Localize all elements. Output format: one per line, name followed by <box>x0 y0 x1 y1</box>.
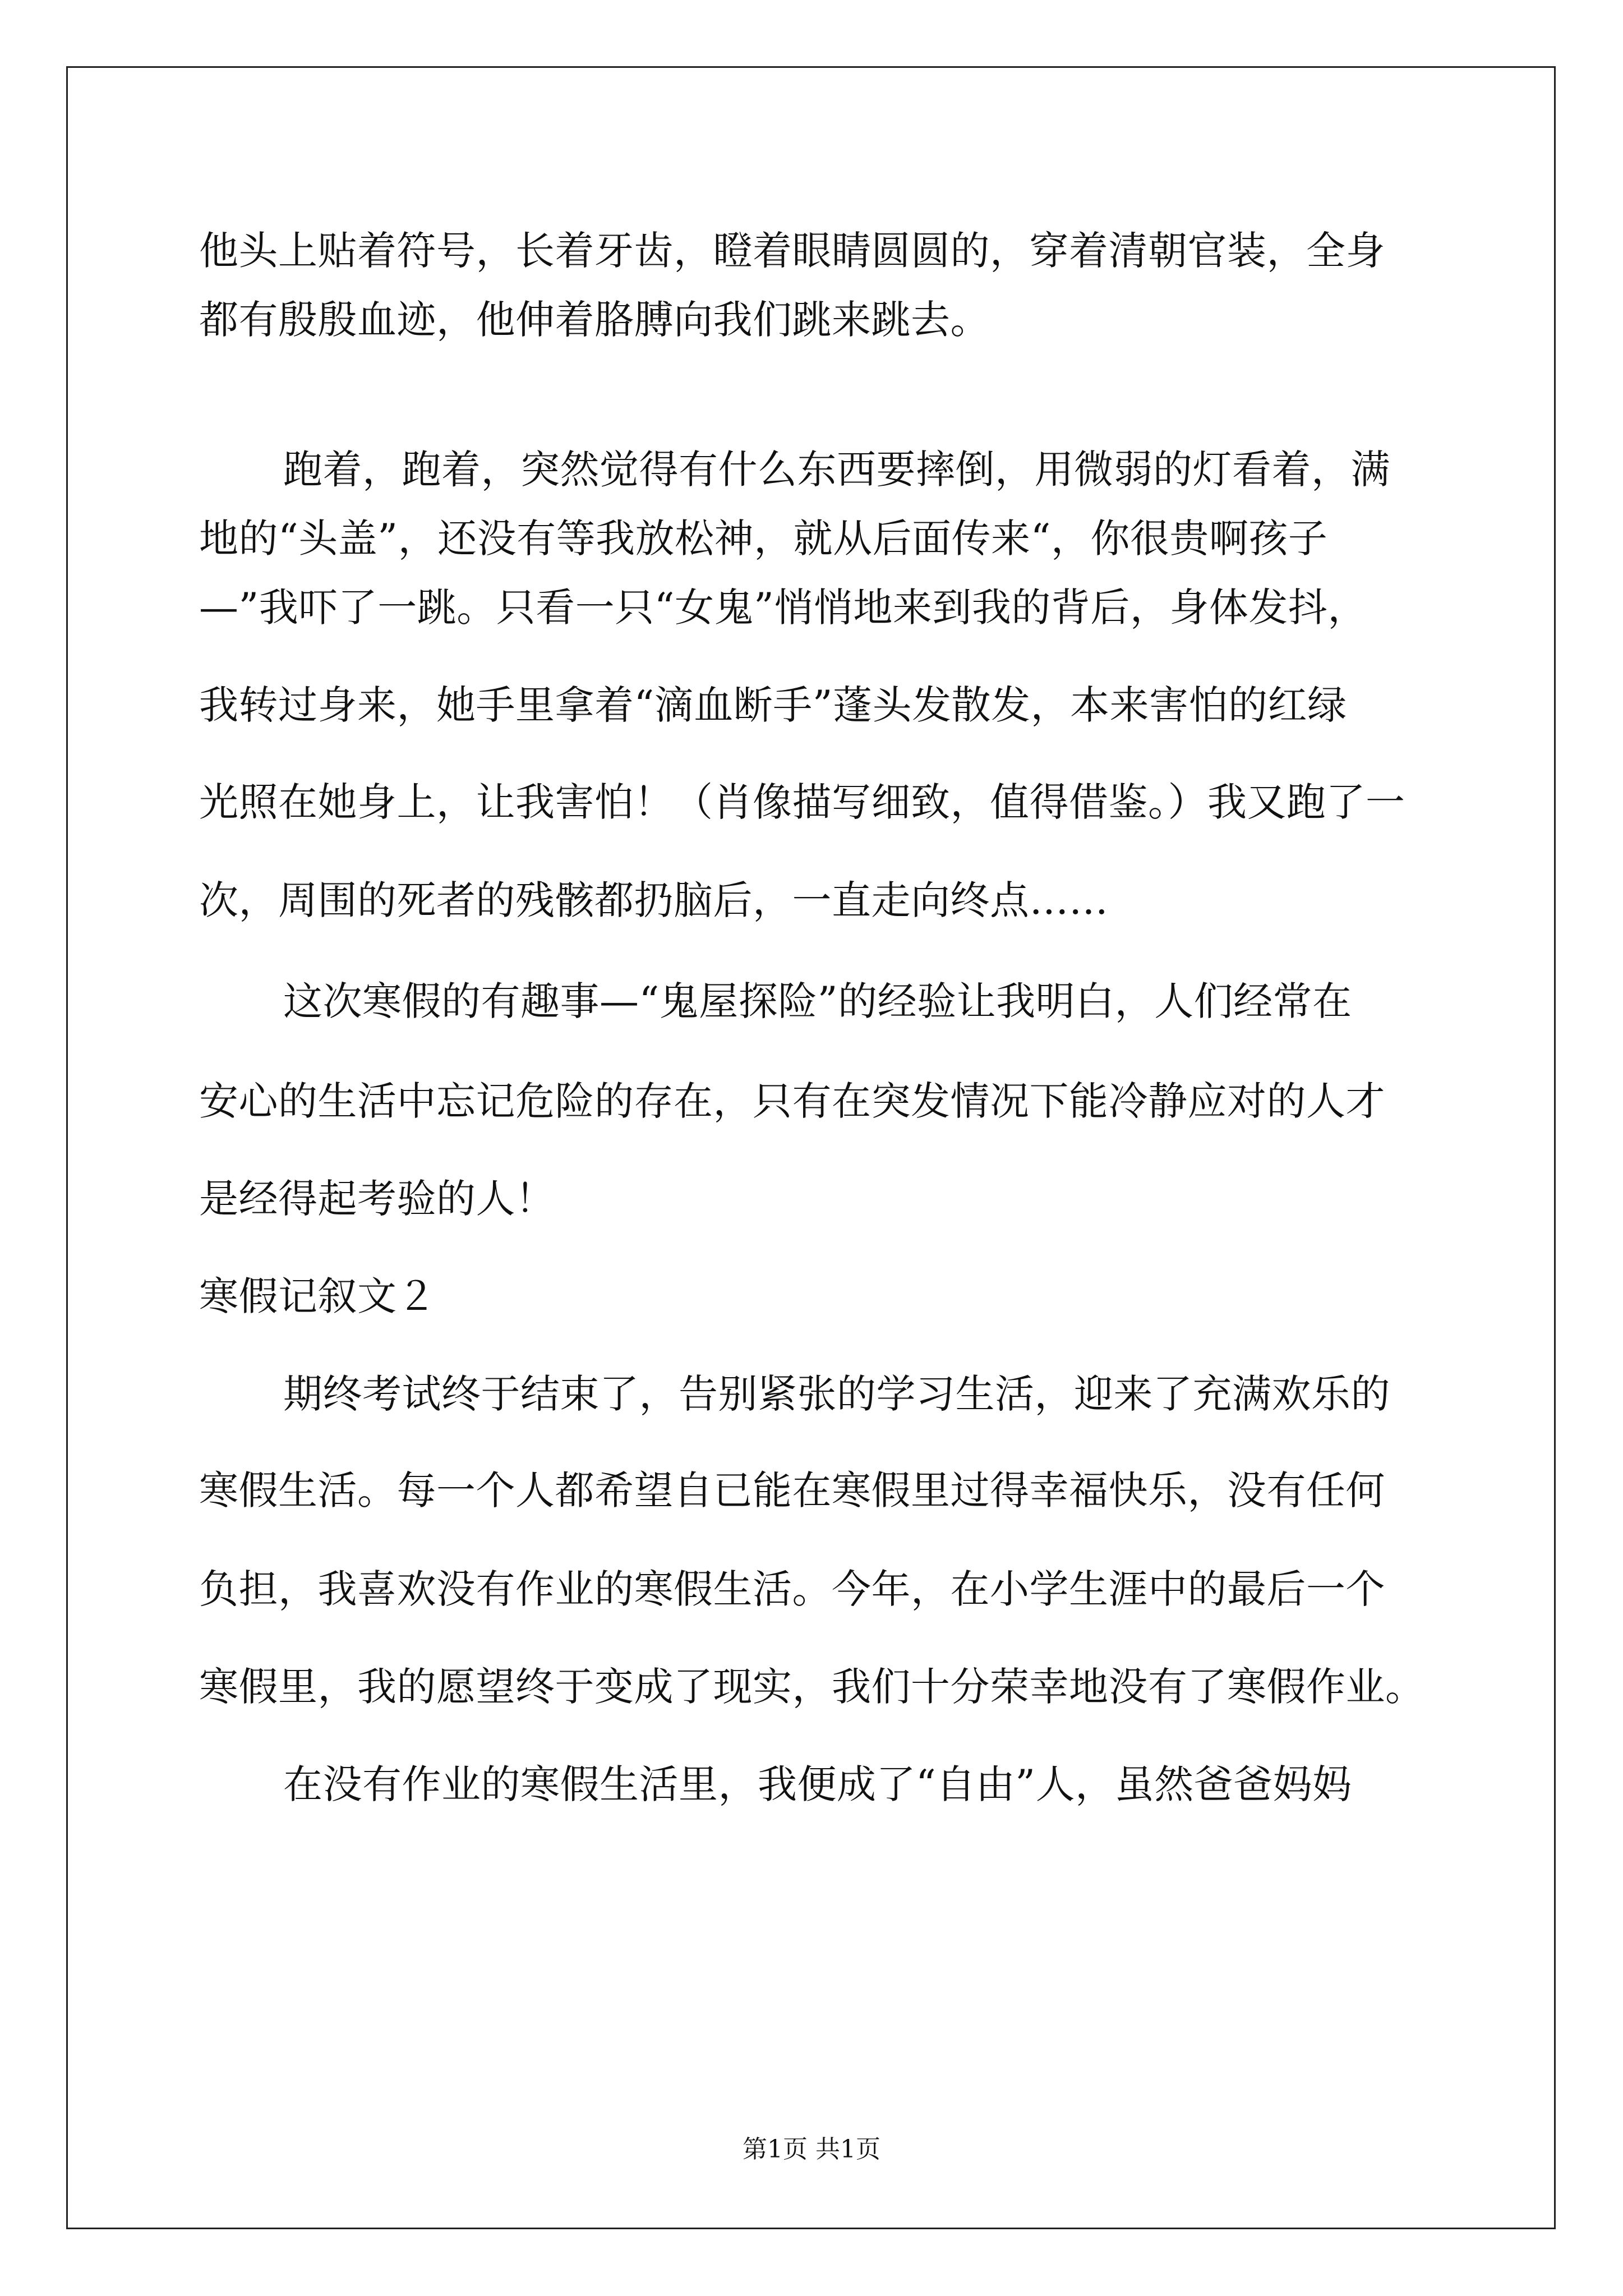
text-line: 他头上贴着符号，长着牙齿，瞪着眼睛圆圆的，穿着清朝官装，全身 <box>199 228 1385 274</box>
section-heading: 寒假记叙文２ <box>199 1273 436 1319</box>
text-line: 次，周围的死者的残骸都扔脑后，一直走向终点…… <box>199 877 1109 923</box>
text-line: 寒假生活。每一个人都希望自已能在寒假里过得幸福快乐，没有任何 <box>199 1467 1385 1513</box>
text-line: 期终考试终于结束了，告别紧张的学习生活，迎来了充满欢乐的 <box>283 1371 1390 1417</box>
text-line: 跑着，跑着，突然觉得有什么东西要摔倒，用微弱的灯看着，满 <box>283 447 1390 493</box>
text-line: 我转过身来，她手里拿着“滴血断手”蓬头发散发，本来害怕的红绿 <box>199 682 1347 728</box>
text-line: 地的“头盖”，还没有等我放松神，就从后面传来“，你很贵啊孩子 <box>199 516 1328 562</box>
text-line: 负担，我喜欢没有作业的寒假生活。今年，在小学生涯中的最后一个 <box>199 1566 1385 1612</box>
page-footer: 第1页 共1页 <box>743 2135 880 2164</box>
text-line: 是经得起考验的人！ <box>199 1176 555 1222</box>
text-line: 在没有作业的寒假生活里，我便成了“自由”人，虽然爸爸妈妈 <box>283 1761 1352 1807</box>
page-border <box>66 66 1556 2229</box>
text-line: —”我吓了一跳。只看一只“女鬼”悄悄地来到我的背后，身体发抖， <box>199 585 1367 631</box>
text-line: 这次寒假的有趣事—“鬼屋探险”的经验让我明白，人们经常在 <box>283 978 1352 1024</box>
text-line: 安心的生活中忘记危险的存在，只有在突发情况下能冷静应对的人才 <box>199 1078 1385 1124</box>
text-line: 寒假里，我的愿望终于变成了现实，我们十分荣幸地没有了寒假作业。 <box>199 1664 1425 1710</box>
text-line: 光照在她身上，让我害怕！（肖像描写细致，值得借鉴。）我又跑了一 <box>199 779 1405 825</box>
text-line: 都有殷殷血迹，他伸着胳膊向我们跳来跳去。 <box>199 297 990 343</box>
